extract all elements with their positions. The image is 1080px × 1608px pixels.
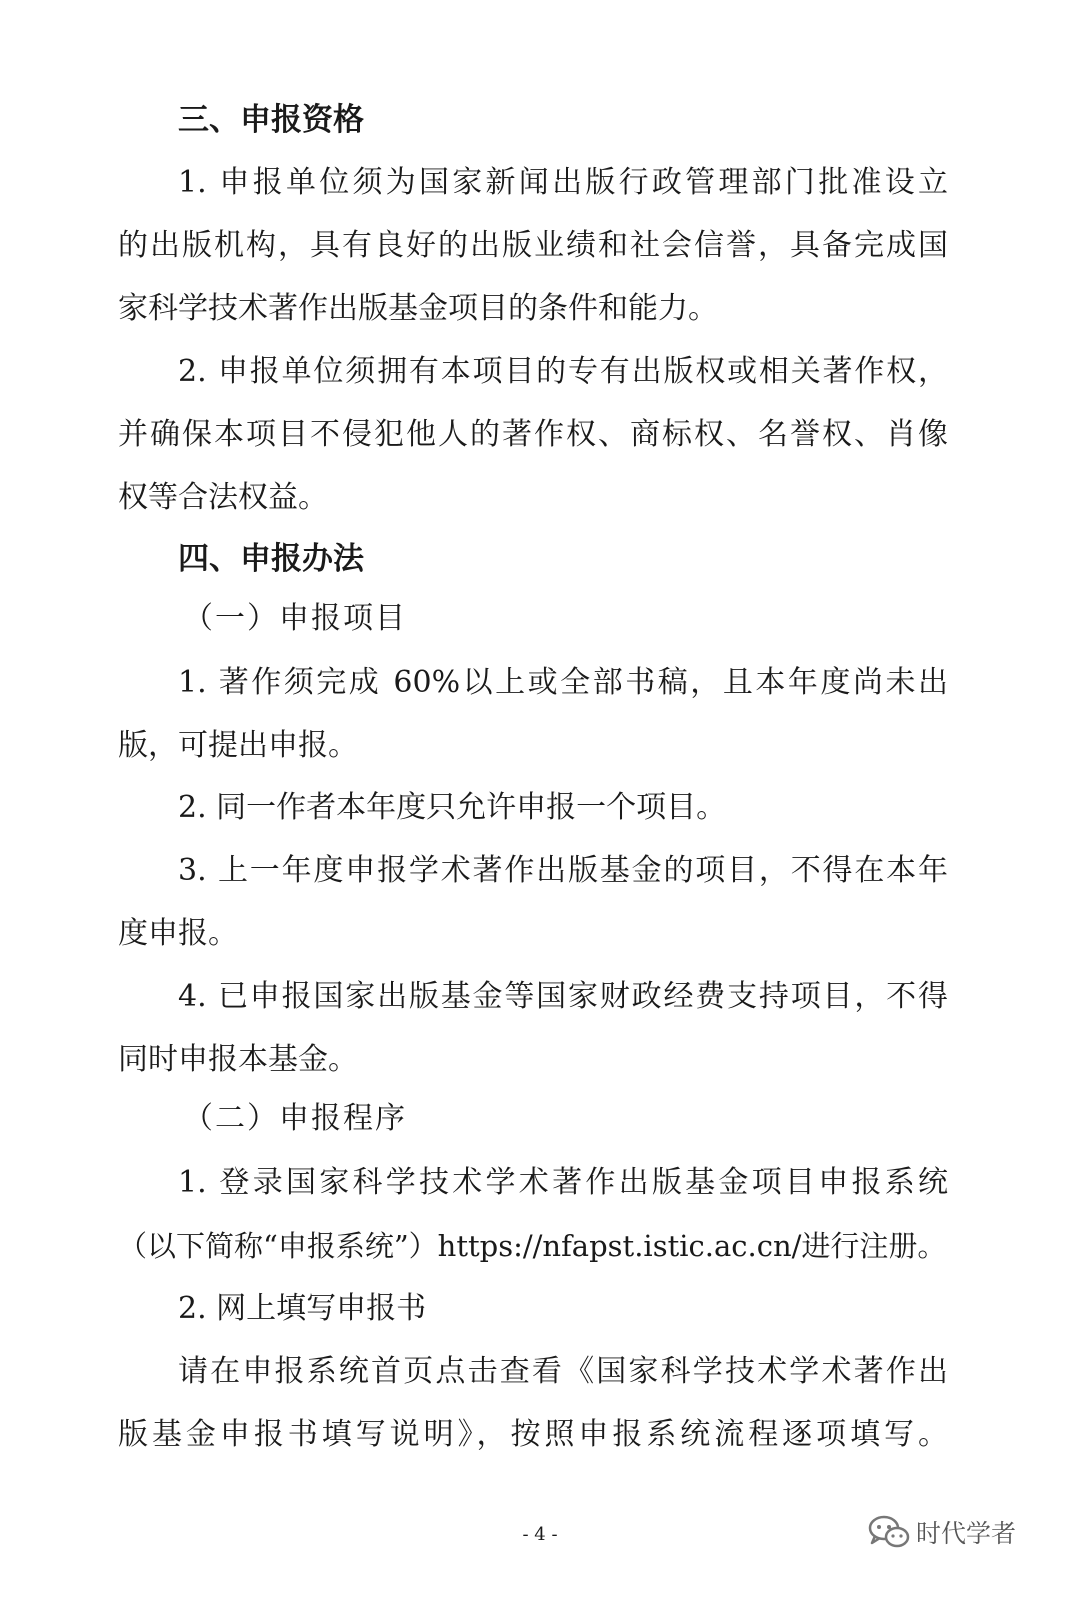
paragraph-line: 4. 已申报国家出版基金等国家财政经费支持项目，不得 [178, 979, 948, 1014]
section-heading-method: 四、申报办法 [178, 541, 364, 577]
paragraph-line: 1. 著作须完成 60%以上或全部书稿，且本年度尚未出 [178, 665, 948, 700]
paragraph-line: 1. 申报单位须为国家新闻出版行政管理部门批准设立 [178, 165, 948, 200]
page-number: - 4 - [522, 1524, 558, 1545]
paragraph-line: 1. 登录国家科学技术学术著作出版基金项目申报系统 [178, 1165, 948, 1200]
watermark-text: 时代学者 [916, 1519, 1017, 1548]
paragraph-line: 2. 网上填写申报书 [178, 1291, 427, 1326]
paragraph-line: 2. 申报单位须拥有本项目的专有出版权或相关著作权， [178, 354, 948, 389]
paragraph-line: 2. 同一作者本年度只允许申报一个项目。 [178, 790, 727, 825]
paragraph-line: 并确保本项目不侵犯他人的著作权、商标权、名誉权、肖像 [118, 417, 948, 452]
paragraph-line: 家科学技术著作出版基金项目的条件和能力。 [118, 291, 718, 326]
subsection-heading-projects: （一）申报项目 [183, 601, 407, 636]
paragraph-line: 请在申报系统首页点击查看《国家科学技术学术著作出 [178, 1354, 948, 1389]
paragraph-line: 3. 上一年度申报学术著作出版基金的项目，不得在本年 [178, 853, 948, 888]
section-heading-eligibility: 三、申报资格 [178, 102, 364, 138]
paragraph-line: 版基金申报书填写说明》，按照申报系统流程逐项填写。 [118, 1417, 948, 1452]
paragraph-line: 版，可提出申报。 [118, 728, 358, 763]
watermark [868, 1512, 1016, 1552]
paragraph-line: 同时申报本基金。 [118, 1042, 358, 1077]
paragraph-line: 度申报。 [118, 916, 238, 951]
paragraph-line: 的出版机构，具有良好的出版业绩和社会信誉，具备完成国 [118, 228, 948, 263]
paragraph-line: 权等合法权益。 [118, 480, 328, 515]
wechat-icon [868, 1514, 910, 1550]
subsection-heading-procedure: （二）申报程序 [183, 1101, 407, 1136]
paragraph-line-url: （以下简称“申报系统”）https://nfapst.istic.ac.cn/进行注册。 [118, 1229, 947, 1263]
